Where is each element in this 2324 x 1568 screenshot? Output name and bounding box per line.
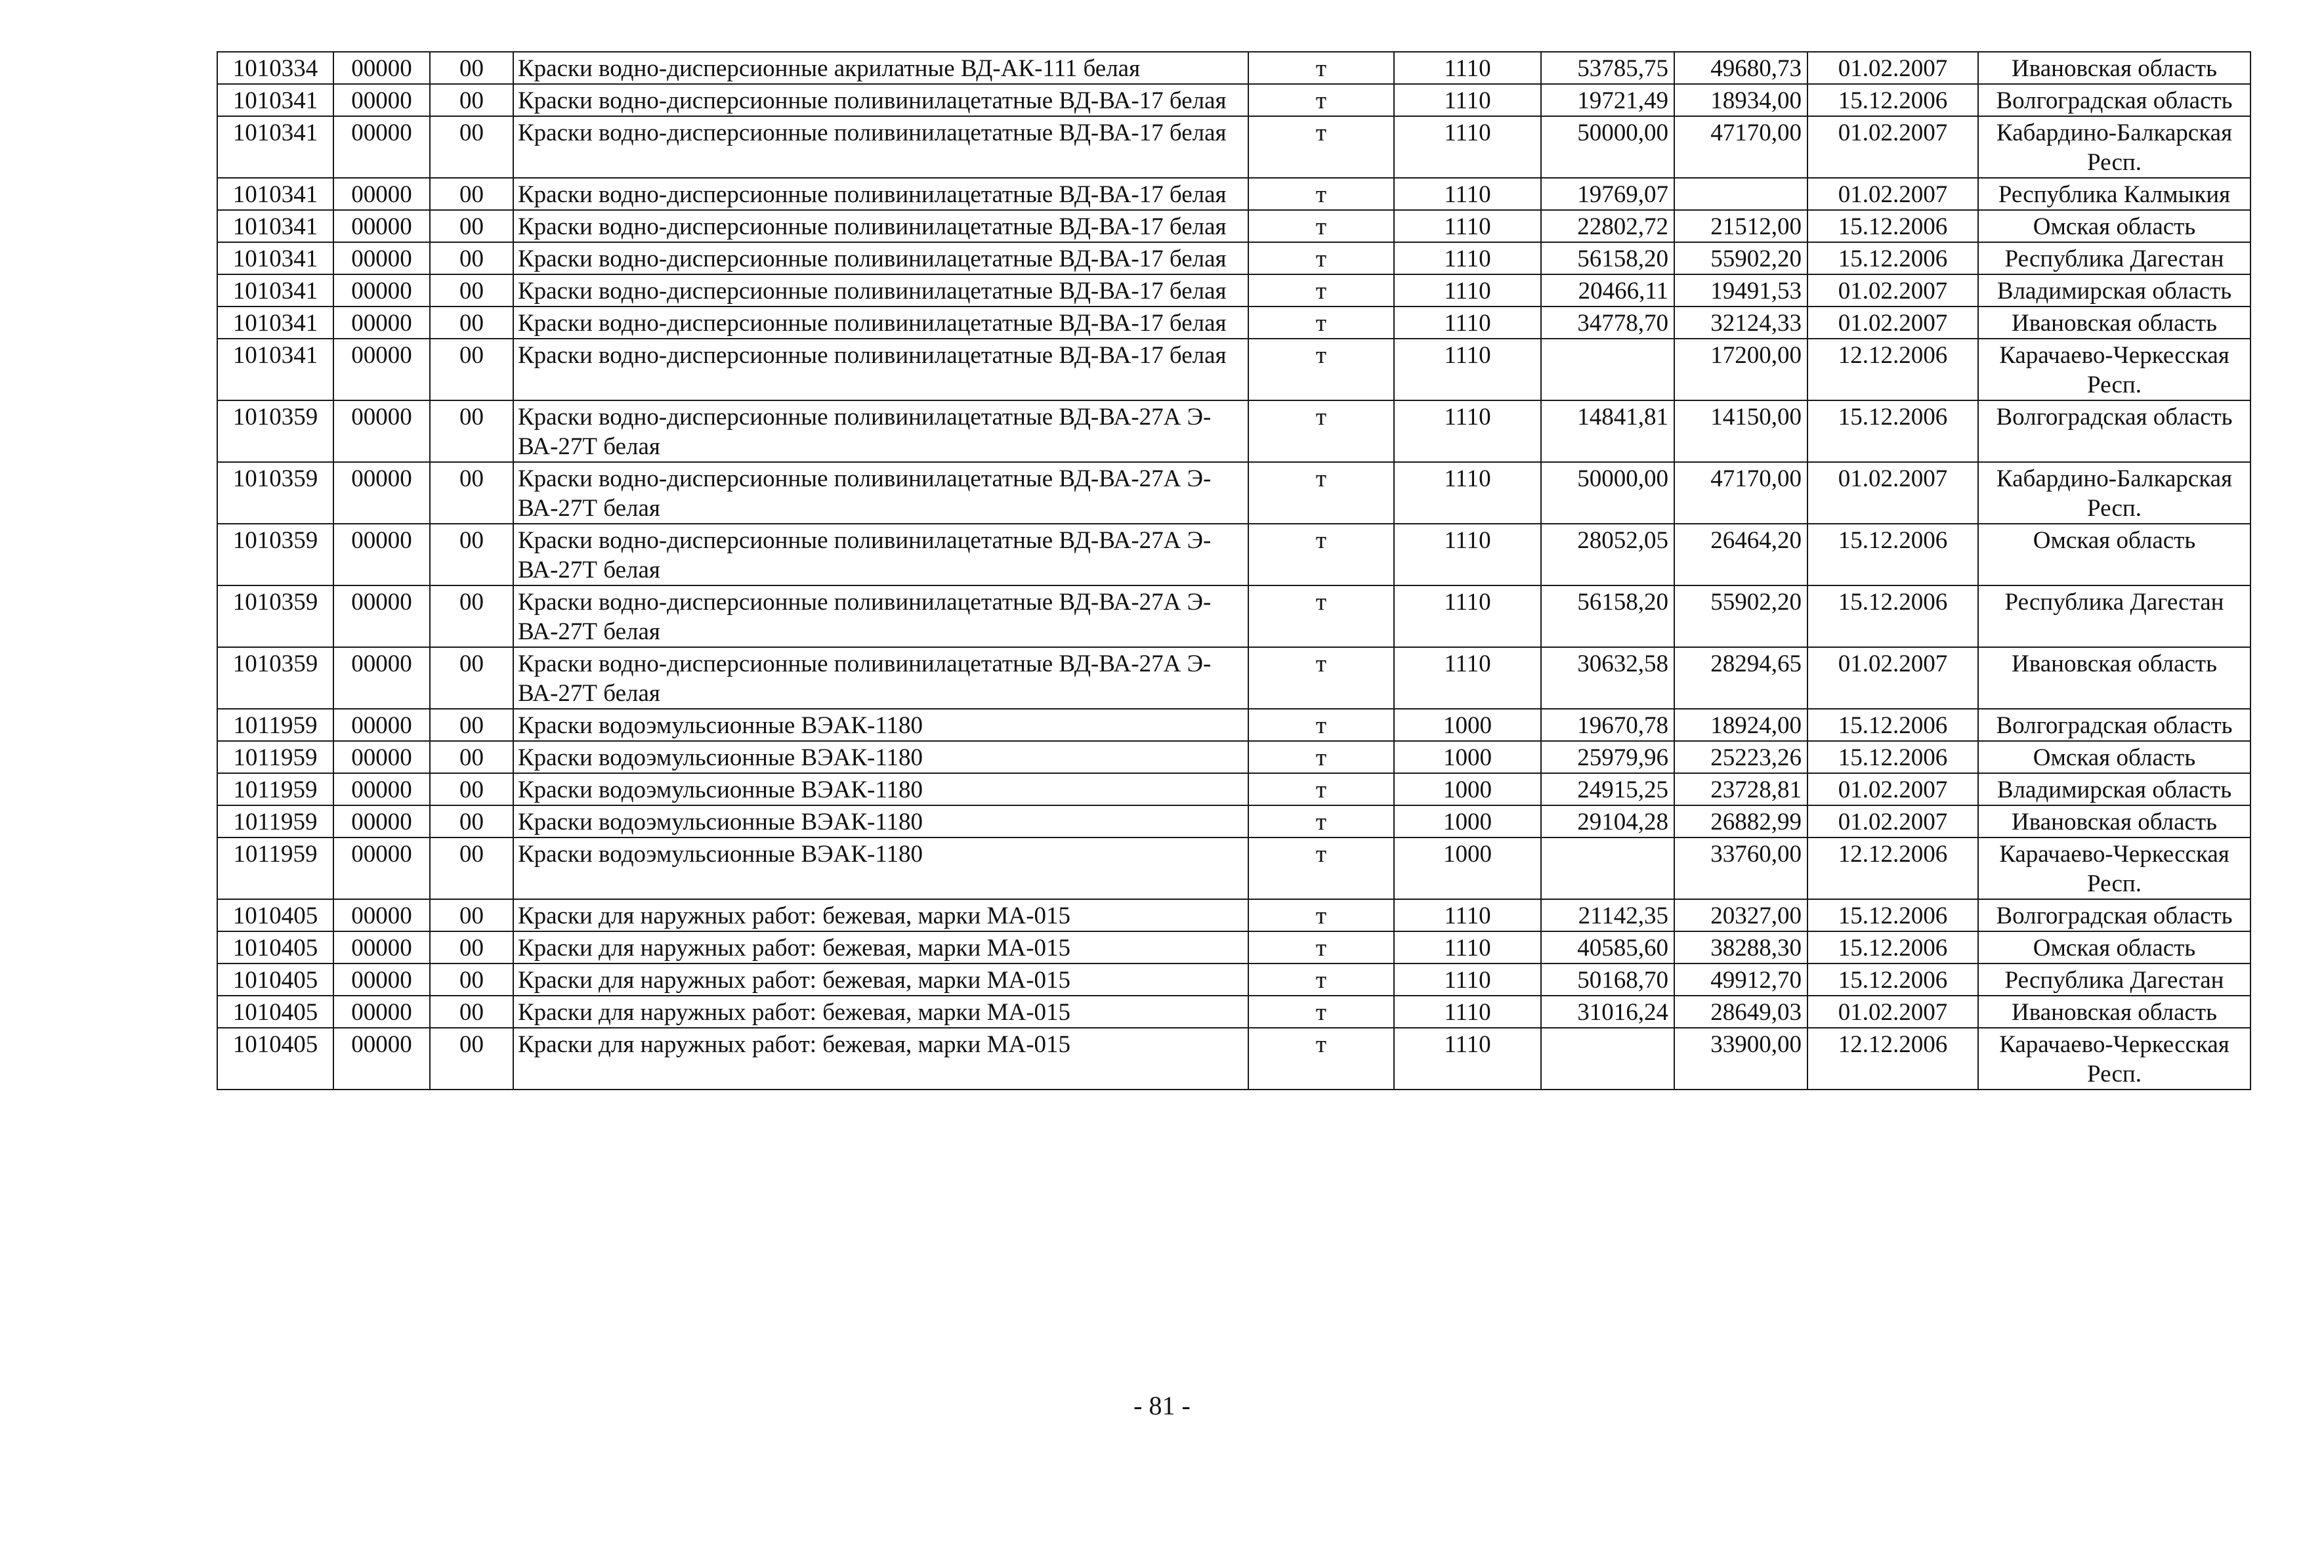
product-name-cell: Краски для наружных работ: бежевая, марки МА-015 — [513, 996, 1248, 1028]
product-name-cell: Краски водно-дисперсионные поливинилацетатные ВД-ВА-17 белая — [513, 178, 1248, 210]
group-cell: 00 — [430, 178, 513, 210]
okei-code-cell: 1110 — [1394, 931, 1541, 964]
group-cell: 00 — [430, 242, 513, 274]
price-1-cell: 24915,25 — [1541, 773, 1674, 805]
region-cell: Омская область — [1978, 210, 2250, 242]
table-row — [217, 647, 2250, 709]
region-cell: Кабардино-Балкарская Респ. — [1978, 462, 2250, 524]
okei-code-cell: 1110 — [1394, 899, 1541, 931]
subcode-cell: 00000 — [333, 931, 430, 964]
region-cell: Волгоградская область — [1978, 400, 2250, 462]
okei-code-cell: 1110 — [1394, 462, 1541, 524]
product-name-cell: Краски водно-дисперсионные акрилатные ВД-АК-111 белая — [513, 52, 1248, 84]
date-cell: 15.12.2006 — [1807, 709, 1978, 741]
okei-code-cell: 1110 — [1394, 400, 1541, 462]
page-number: - 81 - — [1133, 1391, 1191, 1420]
date-cell: 15.12.2006 — [1807, 84, 1978, 116]
price-2-cell: 19491,53 — [1674, 274, 1807, 307]
product-code-cell: 1010341 — [217, 274, 333, 307]
group-cell: 00 — [430, 805, 513, 837]
group-cell: 00 — [430, 837, 513, 899]
product-name-cell: Краски водно-дисперсионные поливинилацетатные ВД-ВА-27А Э-ВА-27Т белая — [513, 647, 1248, 709]
product-name-cell: Краски водно-дисперсионные поливинилацетатные ВД-ВА-27А Э-ВА-27Т белая — [513, 400, 1248, 462]
table-row — [217, 178, 2250, 210]
product-name-cell: Краски водно-дисперсионные поливинилацетатные ВД-ВА-17 белая — [513, 307, 1248, 339]
subcode-cell: 00000 — [333, 400, 430, 462]
price-2-cell: 49680,73 — [1674, 52, 1807, 84]
unit-cell: т — [1248, 210, 1394, 242]
group-cell: 00 — [430, 709, 513, 741]
region-cell: Карачаево-Черкесская Респ. — [1978, 339, 2250, 400]
unit-cell: т — [1248, 931, 1394, 964]
unit-cell: т — [1248, 647, 1394, 709]
price-1-cell: 22802,72 — [1541, 210, 1674, 242]
table-row — [217, 524, 2250, 585]
product-code-cell: 1011959 — [217, 709, 333, 741]
subcode-cell: 00000 — [333, 899, 430, 931]
group-cell: 00 — [430, 274, 513, 307]
subcode-cell: 00000 — [333, 274, 430, 307]
subcode-cell: 00000 — [333, 52, 430, 84]
product-code-cell: 1010359 — [217, 585, 333, 647]
unit-cell: т — [1248, 274, 1394, 307]
product-name-cell: Краски водно-дисперсионные поливинилацетатные ВД-ВА-17 белая — [513, 274, 1248, 307]
subcode-cell: 00000 — [333, 805, 430, 837]
price-1-cell — [1541, 339, 1674, 400]
unit-cell: т — [1248, 116, 1394, 178]
date-cell: 12.12.2006 — [1807, 837, 1978, 899]
product-code-cell: 1010341 — [217, 84, 333, 116]
price-1-cell: 30632,58 — [1541, 647, 1674, 709]
price-1-cell: 56158,20 — [1541, 242, 1674, 274]
product-code-cell: 1010359 — [217, 462, 333, 524]
price-1-cell: 53785,75 — [1541, 52, 1674, 84]
unit-cell: т — [1248, 307, 1394, 339]
price-2-cell — [1674, 178, 1807, 210]
unit-cell: т — [1248, 462, 1394, 524]
subcode-cell: 00000 — [333, 837, 430, 899]
okei-code-cell: 1110 — [1394, 210, 1541, 242]
subcode-cell: 00000 — [333, 996, 430, 1028]
region-cell: Республика Дагестан — [1978, 964, 2250, 996]
unit-cell: т — [1248, 773, 1394, 805]
product-code-cell: 1010341 — [217, 178, 333, 210]
subcode-cell: 00000 — [333, 84, 430, 116]
date-cell: 01.02.2007 — [1807, 773, 1978, 805]
group-cell: 00 — [430, 741, 513, 773]
price-1-cell: 20466,11 — [1541, 274, 1674, 307]
table-row — [217, 899, 2250, 931]
product-code-cell: 1010341 — [217, 339, 333, 400]
unit-cell: т — [1248, 178, 1394, 210]
price-1-cell: 14841,81 — [1541, 400, 1674, 462]
price-1-cell: 40585,60 — [1541, 931, 1674, 964]
price-2-cell: 33760,00 — [1674, 837, 1807, 899]
price-2-cell: 55902,20 — [1674, 242, 1807, 274]
okei-code-cell: 1110 — [1394, 647, 1541, 709]
unit-cell: т — [1248, 741, 1394, 773]
subcode-cell: 00000 — [333, 307, 430, 339]
date-cell: 01.02.2007 — [1807, 805, 1978, 837]
price-1-cell: 29104,28 — [1541, 805, 1674, 837]
group-cell: 00 — [430, 773, 513, 805]
product-name-cell: Краски водно-дисперсионные поливинилацетатные ВД-ВА-17 белая — [513, 242, 1248, 274]
product-name-cell: Краски водоэмульсионные ВЭАК-1180 — [513, 837, 1248, 899]
product-code-cell: 1010341 — [217, 307, 333, 339]
product-code-cell: 1010405 — [217, 996, 333, 1028]
price-2-cell: 28294,65 — [1674, 647, 1807, 709]
subcode-cell: 00000 — [333, 242, 430, 274]
group-cell: 00 — [430, 339, 513, 400]
product-name-cell: Краски водно-дисперсионные поливинилацетатные ВД-ВА-17 белая — [513, 116, 1248, 178]
price-2-cell: 17200,00 — [1674, 339, 1807, 400]
price-1-cell: 50168,70 — [1541, 964, 1674, 996]
product-name-cell: Краски водоэмульсионные ВЭАК-1180 — [513, 773, 1248, 805]
subcode-cell: 00000 — [333, 178, 430, 210]
region-cell: Ивановская область — [1978, 996, 2250, 1028]
date-cell: 15.12.2006 — [1807, 210, 1978, 242]
okei-code-cell: 1110 — [1394, 307, 1541, 339]
group-cell: 00 — [430, 964, 513, 996]
product-code-cell: 1010405 — [217, 964, 333, 996]
date-cell: 15.12.2006 — [1807, 899, 1978, 931]
product-name-cell: Краски водно-дисперсионные поливинилацетатные ВД-ВА-17 белая — [513, 210, 1248, 242]
price-1-cell: 19670,78 — [1541, 709, 1674, 741]
product-code-cell: 1010405 — [217, 899, 333, 931]
product-code-cell: 1010359 — [217, 524, 333, 585]
okei-code-cell: 1110 — [1394, 996, 1541, 1028]
group-cell: 00 — [430, 996, 513, 1028]
table-row — [217, 210, 2250, 242]
subcode-cell: 00000 — [333, 647, 430, 709]
unit-cell: т — [1248, 585, 1394, 647]
date-cell: 01.02.2007 — [1807, 116, 1978, 178]
product-code-cell: 1010341 — [217, 210, 333, 242]
date-cell: 01.02.2007 — [1807, 647, 1978, 709]
table-row — [217, 339, 2250, 400]
date-cell: 01.02.2007 — [1807, 178, 1978, 210]
region-cell: Ивановская область — [1978, 805, 2250, 837]
okei-code-cell: 1110 — [1394, 1028, 1541, 1090]
group-cell: 00 — [430, 400, 513, 462]
group-cell: 00 — [430, 84, 513, 116]
region-cell: Республика Дагестан — [1978, 585, 2250, 647]
subcode-cell: 00000 — [333, 709, 430, 741]
product-name-cell: Краски водно-дисперсионные поливинилацетатные ВД-ВА-27А Э-ВА-27Т белая — [513, 462, 1248, 524]
product-code-cell: 1010359 — [217, 400, 333, 462]
product-code-cell: 1010334 — [217, 52, 333, 84]
okei-code-cell: 1110 — [1394, 116, 1541, 178]
table-row — [217, 462, 2250, 524]
group-cell: 00 — [430, 524, 513, 585]
date-cell: 01.02.2007 — [1807, 307, 1978, 339]
table-row — [217, 996, 2250, 1028]
region-cell: Республика Калмыкия — [1978, 178, 2250, 210]
okei-code-cell: 1110 — [1394, 964, 1541, 996]
price-2-cell: 26464,20 — [1674, 524, 1807, 585]
price-2-cell: 49912,70 — [1674, 964, 1807, 996]
unit-cell: т — [1248, 524, 1394, 585]
subcode-cell: 00000 — [333, 116, 430, 178]
date-cell: 15.12.2006 — [1807, 400, 1978, 462]
price-2-cell: 32124,33 — [1674, 307, 1807, 339]
region-cell: Карачаево-Черкесская Респ. — [1978, 837, 2250, 899]
subcode-cell: 00000 — [333, 741, 430, 773]
product-code-cell: 1010341 — [217, 242, 333, 274]
unit-cell: т — [1248, 709, 1394, 741]
group-cell: 00 — [430, 307, 513, 339]
product-name-cell: Краски водоэмульсионные ВЭАК-1180 — [513, 709, 1248, 741]
product-code-cell: 1011959 — [217, 837, 333, 899]
price-2-cell: 20327,00 — [1674, 899, 1807, 931]
date-cell: 15.12.2006 — [1807, 964, 1978, 996]
okei-code-cell: 1110 — [1394, 84, 1541, 116]
group-cell: 00 — [430, 931, 513, 964]
price-2-cell: 47170,00 — [1674, 116, 1807, 178]
price-1-cell: 31016,24 — [1541, 996, 1674, 1028]
group-cell: 00 — [430, 1028, 513, 1090]
price-table — [217, 51, 2251, 1090]
price-1-cell: 21142,35 — [1541, 899, 1674, 931]
unit-cell: т — [1248, 964, 1394, 996]
unit-cell: т — [1248, 400, 1394, 462]
table-row — [217, 931, 2250, 964]
price-2-cell: 55902,20 — [1674, 585, 1807, 647]
price-1-cell: 34778,70 — [1541, 307, 1674, 339]
group-cell: 00 — [430, 210, 513, 242]
product-name-cell: Краски водоэмульсионные ВЭАК-1180 — [513, 805, 1248, 837]
table-row — [217, 585, 2250, 647]
group-cell: 00 — [430, 116, 513, 178]
product-name-cell: Краски водно-дисперсионные поливинилацетатные ВД-ВА-17 белая — [513, 84, 1248, 116]
region-cell: Омская область — [1978, 741, 2250, 773]
price-2-cell: 28649,03 — [1674, 996, 1807, 1028]
region-cell: Волгоградская область — [1978, 709, 2250, 741]
date-cell: 12.12.2006 — [1807, 1028, 1978, 1090]
product-name-cell: Краски водоэмульсионные ВЭАК-1180 — [513, 741, 1248, 773]
unit-cell: т — [1248, 837, 1394, 899]
table-row — [217, 741, 2250, 773]
table-row — [217, 274, 2250, 307]
product-code-cell: 1011959 — [217, 773, 333, 805]
unit-cell: т — [1248, 899, 1394, 931]
price-1-cell: 19721,49 — [1541, 84, 1674, 116]
region-cell: Волгоградская область — [1978, 899, 2250, 931]
date-cell: 01.02.2007 — [1807, 462, 1978, 524]
price-1-cell: 50000,00 — [1541, 116, 1674, 178]
okei-code-cell: 1110 — [1394, 242, 1541, 274]
subcode-cell: 00000 — [333, 462, 430, 524]
product-code-cell: 1010341 — [217, 116, 333, 178]
region-cell: Ивановская область — [1978, 647, 2250, 709]
product-code-cell: 1010405 — [217, 1028, 333, 1090]
product-name-cell: Краски водно-дисперсионные поливинилацетатные ВД-ВА-17 белая — [513, 339, 1248, 400]
group-cell: 00 — [430, 585, 513, 647]
okei-code-cell: 1000 — [1394, 709, 1541, 741]
subcode-cell: 00000 — [333, 1028, 430, 1090]
date-cell: 15.12.2006 — [1807, 585, 1978, 647]
region-cell: Республика Дагестан — [1978, 242, 2250, 274]
date-cell: 01.02.2007 — [1807, 274, 1978, 307]
table-row — [217, 709, 2250, 741]
price-2-cell: 38288,30 — [1674, 931, 1807, 964]
okei-code-cell: 1110 — [1394, 178, 1541, 210]
price-2-cell: 23728,81 — [1674, 773, 1807, 805]
date-cell: 12.12.2006 — [1807, 339, 1978, 400]
price-2-cell: 47170,00 — [1674, 462, 1807, 524]
price-1-cell: 25979,96 — [1541, 741, 1674, 773]
product-code-cell: 1011959 — [217, 741, 333, 773]
price-2-cell: 25223,26 — [1674, 741, 1807, 773]
price-2-cell: 33900,00 — [1674, 1028, 1807, 1090]
table-row — [217, 84, 2250, 116]
table-body — [217, 52, 2250, 1090]
date-cell: 15.12.2006 — [1807, 931, 1978, 964]
table-row — [217, 805, 2250, 837]
table-row — [217, 242, 2250, 274]
price-2-cell: 26882,99 — [1674, 805, 1807, 837]
table-row — [217, 400, 2250, 462]
table-row — [217, 964, 2250, 996]
unit-cell: т — [1248, 996, 1394, 1028]
subcode-cell: 00000 — [333, 585, 430, 647]
unit-cell: т — [1248, 242, 1394, 274]
date-cell: 15.12.2006 — [1807, 524, 1978, 585]
region-cell: Ивановская область — [1978, 52, 2250, 84]
group-cell: 00 — [430, 647, 513, 709]
region-cell: Волгоградская область — [1978, 84, 2250, 116]
date-cell: 15.12.2006 — [1807, 242, 1978, 274]
table-row — [217, 116, 2250, 178]
okei-code-cell: 1110 — [1394, 524, 1541, 585]
table-row — [217, 1028, 2250, 1090]
price-1-cell — [1541, 837, 1674, 899]
unit-cell: т — [1248, 805, 1394, 837]
region-cell: Кабардино-Балкарская Респ. — [1978, 116, 2250, 178]
product-code-cell: 1011959 — [217, 805, 333, 837]
group-cell: 00 — [430, 52, 513, 84]
unit-cell: т — [1248, 84, 1394, 116]
date-cell: 15.12.2006 — [1807, 741, 1978, 773]
subcode-cell: 00000 — [333, 524, 430, 585]
table-row — [217, 52, 2250, 84]
subcode-cell: 00000 — [333, 339, 430, 400]
product-name-cell: Краски для наружных работ: бежевая, марки МА-015 — [513, 1028, 1248, 1090]
price-2-cell: 14150,00 — [1674, 400, 1807, 462]
subcode-cell: 00000 — [333, 964, 430, 996]
okei-code-cell: 1110 — [1394, 52, 1541, 84]
price-2-cell: 18924,00 — [1674, 709, 1807, 741]
date-cell: 01.02.2007 — [1807, 996, 1978, 1028]
region-cell: Омская область — [1978, 931, 2250, 964]
okei-code-cell: 1000 — [1394, 773, 1541, 805]
product-name-cell: Краски для наружных работ: бежевая, марки МА-015 — [513, 899, 1248, 931]
region-cell: Владимирская область — [1978, 773, 2250, 805]
table-row — [217, 773, 2250, 805]
price-1-cell: 28052,05 — [1541, 524, 1674, 585]
price-1-cell: 50000,00 — [1541, 462, 1674, 524]
okei-code-cell: 1110 — [1394, 339, 1541, 400]
region-cell: Владимирская область — [1978, 274, 2250, 307]
price-1-cell — [1541, 1028, 1674, 1090]
okei-code-cell: 1000 — [1394, 741, 1541, 773]
price-2-cell: 21512,00 — [1674, 210, 1807, 242]
date-cell: 01.02.2007 — [1807, 52, 1978, 84]
okei-code-cell: 1000 — [1394, 805, 1541, 837]
unit-cell: т — [1248, 52, 1394, 84]
okei-code-cell: 1110 — [1394, 585, 1541, 647]
okei-code-cell: 1110 — [1394, 274, 1541, 307]
product-code-cell: 1010405 — [217, 931, 333, 964]
subcode-cell: 00000 — [333, 210, 430, 242]
unit-cell: т — [1248, 1028, 1394, 1090]
product-code-cell: 1010359 — [217, 647, 333, 709]
price-2-cell: 18934,00 — [1674, 84, 1807, 116]
table-row — [217, 307, 2250, 339]
subcode-cell: 00000 — [333, 773, 430, 805]
group-cell: 00 — [430, 462, 513, 524]
product-name-cell: Краски для наружных работ: бежевая, марки МА-015 — [513, 931, 1248, 964]
region-cell: Ивановская область — [1978, 307, 2250, 339]
product-name-cell: Краски водно-дисперсионные поливинилацетатные ВД-ВА-27А Э-ВА-27Т белая — [513, 524, 1248, 585]
table-row — [217, 837, 2250, 899]
region-cell: Карачаево-Черкесская Респ. — [1978, 1028, 2250, 1090]
region-cell: Омская область — [1978, 524, 2250, 585]
product-name-cell: Краски для наружных работ: бежевая, марки МА-015 — [513, 964, 1248, 996]
price-1-cell: 56158,20 — [1541, 585, 1674, 647]
okei-code-cell: 1000 — [1394, 837, 1541, 899]
price-1-cell: 19769,07 — [1541, 178, 1674, 210]
unit-cell: т — [1248, 339, 1394, 400]
group-cell: 00 — [430, 899, 513, 931]
product-name-cell: Краски водно-дисперсионные поливинилацетатные ВД-ВА-27А Э-ВА-27Т белая — [513, 585, 1248, 647]
